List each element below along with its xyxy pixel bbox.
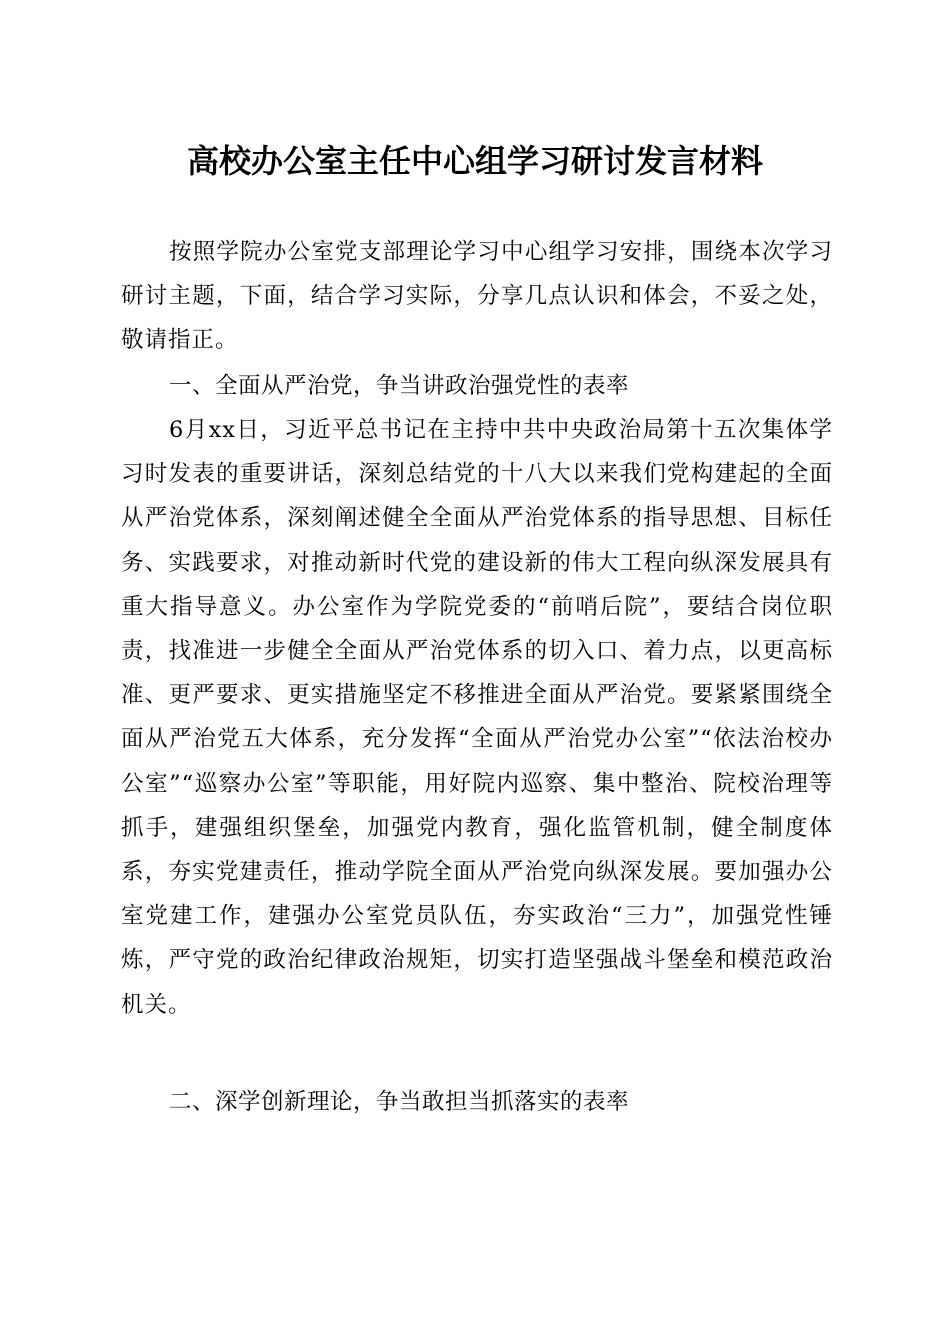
section-heading-1: 一、全面从严治党，争当讲政治强党性的表率 [169, 373, 630, 399]
section-paragraph-1: 6月xx日，习近平总书记在主持中共中央政治局第十五次集体学习时发表的重要讲话，深刻总结党的十八大以来我们党构建起的全面从严治党体系，深刻阐述健全全面从严治党体系的指导思想、目标任务、实践要求，对推动新时代党的建设新的伟大工程向纵深发展具有重大指导意义。办公室作为学院党委的“前哨后院”，要结合岗位职责，找准进一步健全全面从严治党体系的切入口、着力点，以更高标准、更严要求、更实措施坚定不移推进全面从严治党。要紧紧围绕全面从严治党五大体系，充分发挥“全面从严治党办公室”“依法治校办公室”“巡察办公室”等职能，用好院内巡察、集中整治、院校治理等抓手，建强组织堡垒，加强党内教育，强化监管机制，健全制度体系，夯实党建责任，推动学院全面从严治党向纵深发展。要加强办公室党建工作，建强办公室党员队伍，夯实政治“三力”，加强党性锤炼，严守党的政治纪律政治规矩，切实打造坚强战斗堡垒和模范政治机关。 [121, 417, 833, 1018]
document-title: 高校办公室主任中心组学习研讨发言材料 [186, 142, 763, 180]
section-heading-2: 二、深学创新理论，争当敢担当抓落实的表率 [169, 1089, 630, 1115]
intro-paragraph: 按照学院办公室党支部理论学习中心组学习安排，围绕本次学习研讨主题，下面，结合学习实际，分享几点认识和体会，不妥之处，敬请指正。 [121, 239, 833, 354]
